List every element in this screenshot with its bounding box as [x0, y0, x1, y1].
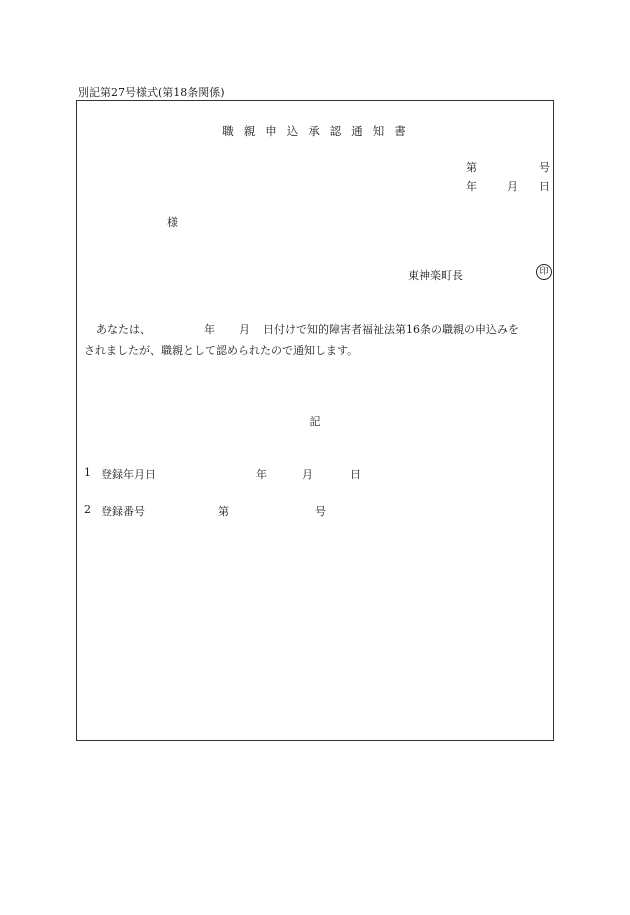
- body-line2: されましたが、職親として認められたので通知します。: [84, 344, 359, 357]
- addressee-honorific: 様: [167, 216, 178, 229]
- item-2-number: 2: [84, 503, 91, 516]
- body-line1-start: あなたは、: [96, 323, 151, 336]
- body-line1-rest: 日付けで知的障害者福祉法第16条の職親の申込みを: [263, 323, 519, 336]
- item-1-number: 1: [84, 466, 91, 479]
- date-day-label: 日: [539, 180, 550, 193]
- date-year-label: 年: [466, 180, 477, 193]
- form-caption: 別記第27号様式(第18条関係): [78, 86, 225, 99]
- item-1-label: 登録年月日: [101, 468, 156, 481]
- doc-number-suffix: 号: [539, 161, 550, 174]
- item-2-label: 登録番号: [101, 505, 145, 518]
- body-line1-year: 年: [204, 323, 215, 336]
- seal-mark: 印: [536, 264, 552, 280]
- item-1-day: 日: [350, 468, 361, 481]
- item-1-year: 年: [256, 468, 267, 481]
- doc-number-prefix: 第: [466, 161, 477, 174]
- document-title: 職親申込承認通知書: [222, 124, 416, 138]
- item-2-suffix: 号: [315, 505, 326, 518]
- ki-heading: 記: [309, 415, 321, 428]
- date-month-label: 月: [507, 180, 518, 193]
- item-1-month: 月: [302, 468, 313, 481]
- issuer-name: 東神楽町長: [408, 269, 463, 282]
- body-line1-month: 月: [239, 323, 250, 336]
- item-2-prefix: 第: [218, 505, 229, 518]
